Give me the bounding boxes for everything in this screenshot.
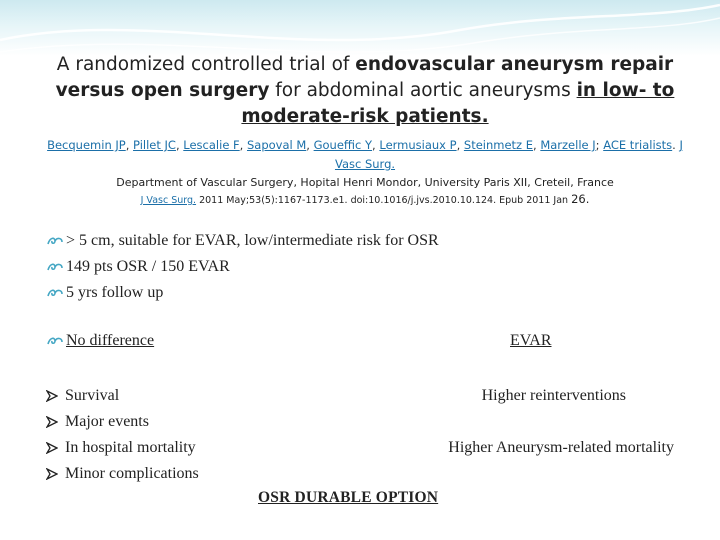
list-item	[46, 228, 439, 254]
list-item-text: Survival	[65, 387, 120, 404]
arrow-bullet-icon	[46, 468, 58, 480]
list-item-text: Minor complications	[65, 465, 199, 482]
list-item	[46, 280, 439, 306]
slide-title	[40, 52, 690, 130]
no-difference-label: No difference	[66, 332, 155, 349]
author-link[interactable]: Becquemin JP	[47, 138, 126, 152]
author-link[interactable]: Lermusiaux P	[379, 138, 457, 152]
author-link[interactable]: Sapoval M	[246, 138, 307, 152]
arrow-bullet-icon	[46, 390, 58, 402]
list-item: Higher Aneurysm-related mortality	[448, 439, 674, 456]
author-link[interactable]: Pillet JC	[133, 138, 176, 152]
bullet-text: > 5 cm, suitable for EVAR, low/intermediate risk for OSR	[66, 232, 439, 249]
title-text-4: in low- to moderate-risk patients.	[241, 80, 675, 127]
list-item	[46, 409, 199, 435]
swirl-bullet-icon	[46, 235, 64, 247]
citation-text: 2011 May;53(5):1167-1173.e1. doi:10.1016/j.jvs.2010.10.124. Epub 2011 Jan	[196, 195, 572, 206]
list-item-text: In hospital mortality	[65, 439, 196, 456]
arrow-bullet-icon	[46, 416, 58, 428]
list-item	[46, 383, 199, 409]
arrow-bullet-icon	[46, 442, 58, 454]
list-item: Higher reinterventions	[481, 387, 626, 404]
no-difference-heading	[46, 332, 154, 350]
swirl-bullet-icon	[46, 287, 64, 299]
list-item	[46, 254, 439, 280]
no-difference-list	[46, 383, 199, 487]
author-link[interactable]: Lescalie F	[183, 138, 240, 152]
list-item	[46, 435, 199, 461]
bullet-text: 149 pts OSR / 150 EVAR	[66, 258, 230, 275]
author-link[interactable]: Marzelle J	[540, 138, 596, 152]
evar-heading: EVAR	[510, 332, 552, 349]
journal-link[interactable]: J Vasc Surg.	[334, 138, 683, 171]
list-item-text: Major events	[65, 413, 149, 430]
list-item	[46, 461, 199, 487]
conclusion-text: OSR DURABLE OPTION	[258, 489, 439, 506]
trialists-link[interactable]: ACE trialists	[603, 138, 673, 152]
bullet-text: 5 yrs follow up	[66, 284, 164, 301]
author-list: Becquemin JP, Pillet JC, Lescalie F, Sapoval M, Goueffic Y, Lermusiaux P, Steinmetz E, Marzelle J; ACE trialists. J Vasc Surg.	[47, 138, 683, 171]
swirl-bullet-icon	[46, 335, 64, 347]
title-text-3: for abdominal aortic aneurysms	[269, 80, 577, 101]
author-link[interactable]: Steinmetz E	[463, 138, 534, 152]
swirl-bullet-icon	[46, 261, 64, 273]
author-link[interactable]: Goueffic Y	[313, 138, 373, 152]
title-text-1: A randomized controlled trial of	[56, 54, 356, 75]
citation-journal-link[interactable]: J Vasc Surg.	[140, 195, 197, 206]
citation	[40, 192, 690, 206]
study-details-list	[46, 228, 439, 306]
title-text-2: endovascular aneurysm repair versus open surgery	[55, 54, 674, 101]
citation-day: 26.	[571, 192, 590, 206]
evar-list	[360, 383, 674, 461]
department-affiliation: Department of Vascular Surgery, Hopital Henri Mondor, University Paris XII, Creteil, France	[116, 176, 614, 189]
